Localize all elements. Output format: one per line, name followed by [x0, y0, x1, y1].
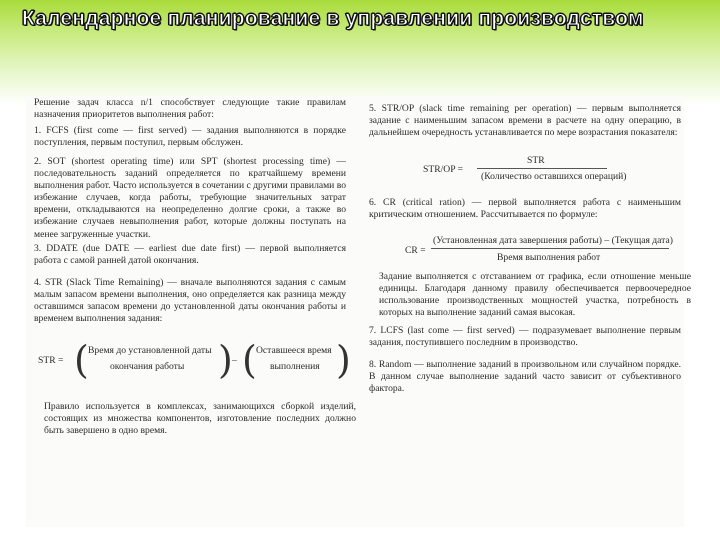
rule-lcfs: [369, 325, 681, 349]
str-formula-lhs: STR =: [38, 355, 64, 366]
str-formula-b2: выполнения: [270, 361, 320, 372]
str-outro: [34, 401, 356, 437]
cr-formula: [369, 235, 681, 267]
scanned-page: [26, 97, 691, 527]
rule-str: [34, 277, 346, 325]
str-formula-op: –: [232, 355, 237, 366]
intro-text: Решение задач класса n/1 способствует следующие такие правилам назначения приоритетов выполнения работ:: [34, 97, 346, 121]
left-paren-1: (: [74, 338, 89, 382]
rule-cr-text: 6. CR (critical ration) — первой выполняется работа с наименьшим критическим отношением. Рассчитывается по формуле:: [369, 197, 681, 221]
intro-paragraph: [34, 97, 346, 121]
str-formula-a2: окончания работы: [110, 361, 185, 372]
rule-random: [369, 359, 681, 395]
rule-random-text: 8. Random — выполнение заданий в произвольном или случайном порядке. В данном случае выполнение заданий часто зависит от субъективного фактора.: [369, 359, 681, 395]
cr-note-text: Задание выполняется с отставанием от графика, если отношение меньше единицы. Благодаря данному правилу обеспечивается первоочередное использование производственных мощностей участка, потребность в которых на выполнение заданий самая высокая.: [379, 271, 691, 319]
rule-sot: [34, 156, 346, 241]
str-op-lhs: STR/OP =: [423, 164, 463, 175]
cr-lhs: CR =: [405, 245, 426, 256]
cr-numerator: (Установленная дата завершения работы) – (Текущая дата): [433, 235, 673, 246]
rule-lcfs-text: 7. LCFS (last come — first served) — подразумевает выполнение первым задания, поступившего последним в производство.: [369, 325, 681, 349]
str-op-numerator: STR: [527, 155, 545, 166]
str-op-formula: [369, 155, 681, 185]
str-formula-a1: Время до установленной даты: [88, 345, 212, 356]
rule-fcfs: [34, 125, 346, 149]
str-outro-text: Правило используется в комплексах, занимающихся сборкой изделий, состоящих из множества компонентов, изготовление последних должно быть завершено в одно время.: [44, 401, 356, 437]
right-paren-1: ): [218, 338, 233, 382]
slide-title: Календарное планирование в управлении производством: [22, 7, 644, 30]
rule-str-op-text: 5. STR/OP (slack time remaining per operation) — первым выполняется задание с наименьшим запасом времени в расчете на одну операцию, в дальнейшем очередность устанавливается по мере возрастания показателя:: [369, 103, 681, 139]
rule-ddate: [34, 243, 346, 267]
right-paren-2: ): [336, 338, 351, 382]
fraction-bar: [431, 248, 669, 249]
str-formula-b1: Оставшееся время: [256, 345, 332, 356]
rule-ddate-text: 3. DDATE (due DATE — earliest due date first) — первой выполняется работа с самой ранней датой окончания.: [34, 243, 346, 267]
fraction-bar: [477, 168, 607, 169]
cr-denominator: Время выполнения работ: [497, 252, 601, 263]
cr-note: [369, 271, 691, 319]
left-paren-2: (: [242, 338, 257, 382]
str-formula: [34, 338, 351, 385]
rule-fcfs-text: 1. FCFS (first come — first served) — задания выполняются в порядке поступления, первым поступил, первым обслужен.: [34, 125, 346, 149]
rule-str-text: 4. STR (Slack Time Remaining) — вначале выполняются задания с самым малым запасом времени выполнения, оно определяется как разница между оставшимся запасом времени до установленной даты окончания работы и временем выполнения задания:: [34, 277, 346, 325]
str-op-denominator: (Количество оставшихся операций): [481, 171, 627, 182]
rule-sot-text: 2. SOT (shortest operating time) или SPT (shortest processing time) — последовательность заданий определяется по кратчайшему времени выполнения работ. Часто используется в сочетании с другими правилами во избежание случаев, когда работы, требующие значительных затрат времени, откладываются на неопределенно долгие сроки, а также во избежание случаев невыполнения работ, которые должны поступать на менее загруженные участки.: [34, 156, 346, 240]
rule-str-op: [369, 103, 681, 139]
rule-cr: [369, 197, 681, 221]
